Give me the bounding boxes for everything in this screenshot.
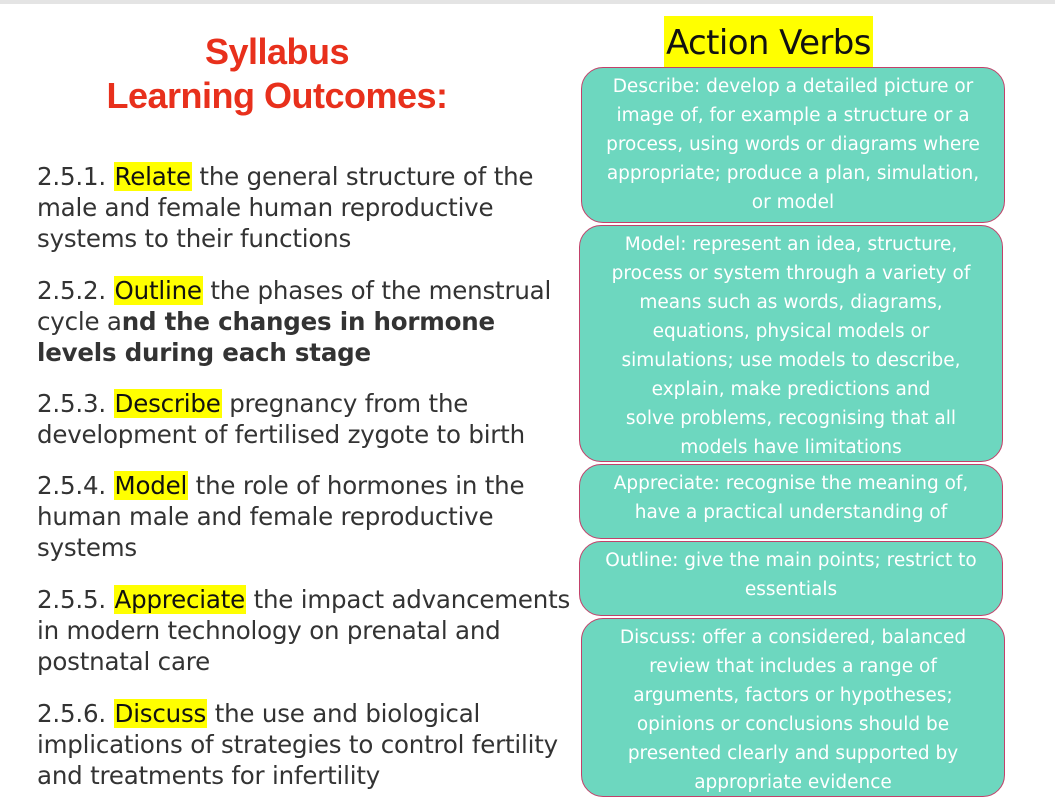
learning-outcome-2-5-1 [37,161,577,254]
definition-text: Discuss: offer a considered, balanced review that includes a range of arguments, factors or hypotheses; opinions or conclusions should be presented clearly and supported by appropriate evidence [619,627,967,793]
outcome-verb-highlight: Outline [114,276,202,305]
outcome-number: 2.5.3. [37,389,106,418]
page-title [60,30,494,118]
outcome-number: 2.5.2. [37,276,106,305]
definition-box-describe [581,67,1005,223]
definition-text: Appreciate: recognise the meaning of, have a practical understanding of [613,473,969,523]
outcome-text: the role of hormones in the human male and female reproductive systems [37,471,525,562]
definition-box-appreciate [579,464,1003,539]
outcome-verb-highlight: Relate [114,162,191,191]
outcome-text: the general structure of the male and female human reproductive systems to their functions [37,162,534,253]
outcome-text: pregnancy from the development of fertilised zygote to birth [37,389,525,449]
learning-outcome-2-5-2 [37,275,577,368]
action-verbs-title: Action Verbs [664,16,873,70]
title-line-1: Syllabus [204,31,350,72]
learning-outcome-2-5-5 [37,584,577,677]
outcome-text: the use and biological implications of strategies to control fertility and treatments for infertility [37,699,558,790]
outcome-verb-highlight: Model [114,471,188,500]
outcome-verb-highlight: Describe [114,389,221,418]
outcome-verb-highlight: Discuss [114,699,207,728]
learning-outcome-2-5-3 [37,388,577,450]
learning-outcome-2-5-6 [37,698,577,791]
outcome-number: 2.5.1. [37,162,106,191]
outcome-verb-highlight: Appreciate [114,585,245,614]
definition-box-discuss [581,618,1005,797]
title-line-2: Learning Outcomes: [106,75,448,116]
definition-text: Describe: develop a detailed picture or image of, for example a structure or a process, using words or diagrams where appropriate; produce a plan, simulation, or model [606,76,980,213]
outcome-text: the phases of the menstrual cycle a [37,276,552,336]
outcome-text: the impact advancements in modern technology on prenatal and postnatal care [37,585,571,676]
outcome-number: 2.5.6. [37,699,106,728]
definition-box-model [579,225,1003,462]
definition-text: Outline: give the main points; restrict to essentials [605,550,977,600]
outcome-number: 2.5.5. [37,585,106,614]
definition-text: Model: represent an idea, structure, process or system through a variety of means such as words, diagrams, equations, physical models or simulations; use models to describe, explain, make predictions and solve problems, recognising that all models have limitations [611,234,971,458]
outcome-text-bold: nd the changes in hormone levels during each stage [37,307,495,367]
top-divider [0,0,1055,4]
learning-outcome-2-5-4 [37,470,577,563]
definition-box-outline [579,541,1003,616]
outcome-number: 2.5.4. [37,471,106,500]
